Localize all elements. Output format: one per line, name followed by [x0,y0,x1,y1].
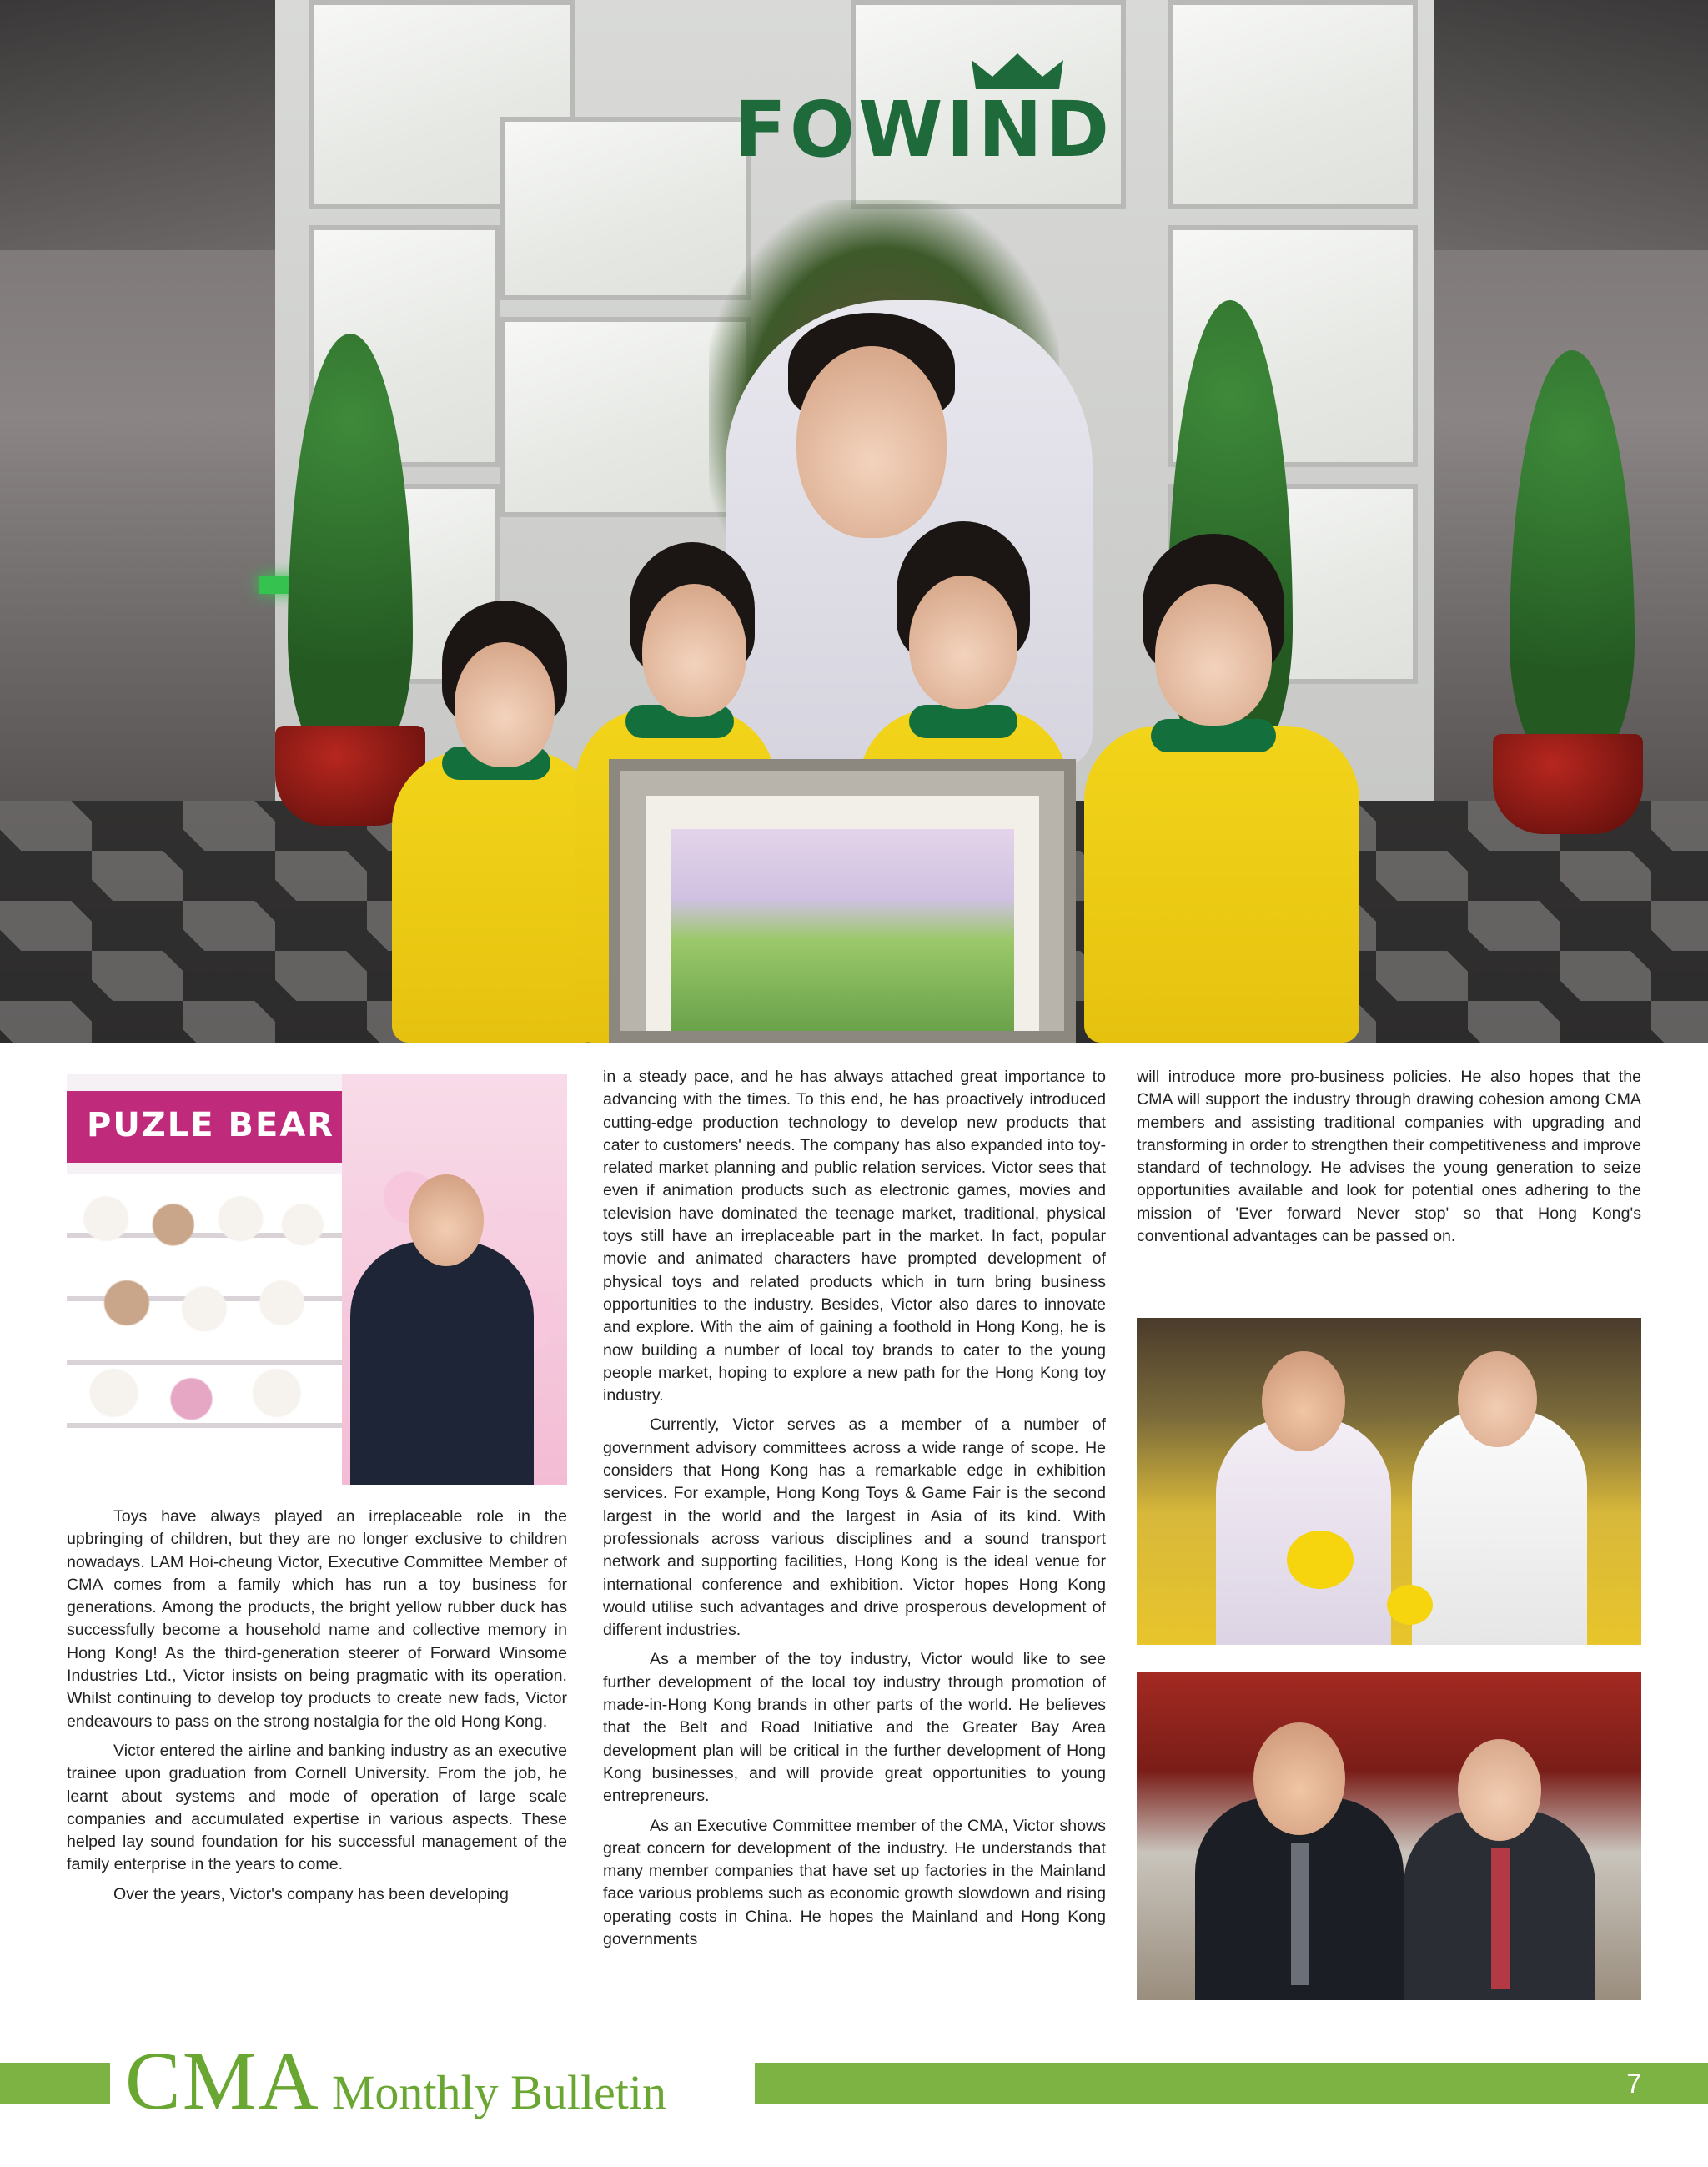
puzle-bear-banner-text: PUZLE BEAR [87,1106,335,1144]
tie-left [1291,1843,1309,1985]
planter-pot-right [1493,734,1643,834]
face-left [1253,1722,1345,1835]
ceiling-left [0,0,275,250]
fowind-logo [734,52,1134,174]
article-column-2 [603,1066,1106,1951]
rubber-duck-icon [1387,1585,1433,1625]
article-column-3 [1137,1066,1641,1248]
paragraph: in a steady pace, and he has always attached great importance to advancing with the times. To this end, he has proactively introduced cutting-edge production technology to develop new products that cater to customers' needs. The company has also expanded into toy-related market planning and public relation services. Victor sees that even if animation products such as electronic games, movies and television have dominated the teenage market, traditional, physical toys still have an irreplaceable part in the market. In fact, popular movie and animated characters have prompted development of physical toys and related products which in turn bring business opportunities to the industry. Besides, Victor also dares to innovate and explore. With the aim of gaining a foothold in Hong Kong, he is now building a number of local toy brands to cater to the young people market, hoping to explore a new path for the Hong Kong toy industry. [603,1068,1106,1405]
face-right [1458,1351,1537,1447]
paragraph: Over the years, Victor's company has been developing [113,1884,509,1903]
child-artwork [671,829,1014,1031]
page-number: 7 [1626,2069,1641,2099]
photo-legislative-chamber [1137,1672,1641,2000]
bulletin-brand [125,2035,666,2127]
paragraph: As a member of the toy industry, Victor would like to see further development of the local toy industry through promotion of made-in-Hong Kong brands in other parts of the world. He believes that the Belt and Road Initiative and the Greater Bay Area development plan will be critical in the further development of Hong Kong businesses, and will provide great opportunities to young entrepreneurs. [603,1650,1106,1806]
man-in-suit [350,1241,534,1485]
photo-rubber-duck-event [1137,1318,1641,1645]
brand-monthly-bulletin: Monthly Bulletin [331,2065,667,2119]
plush-bears [75,1183,334,1483]
hero-photo [0,0,1708,1043]
face-left [1262,1351,1345,1451]
footer [0,2035,1708,2135]
framed-drawing [609,759,1076,1043]
tie-right [1491,1848,1510,1989]
photo-puzle-bear-booth [67,1074,567,1485]
uniform-collar [909,705,1017,738]
girl-figure-1 [392,751,600,1043]
man-face [796,346,947,538]
girl-figure-4 [1084,726,1359,1043]
ceiling-right [1434,0,1708,250]
face-right [1458,1739,1541,1841]
footer-bar-left [0,2063,110,2104]
man-face [409,1174,484,1266]
girl-face [1155,584,1272,726]
rubber-duck-icon [1287,1531,1354,1589]
glass-panel [1168,0,1418,209]
puzle-bear-banner [67,1091,342,1163]
fowind-logo-text: FOWIND [734,85,1113,174]
man-left [1216,1418,1391,1645]
footer-bar-right [755,2063,1708,2104]
girl-face [909,576,1017,709]
paragraph: will introduce more pro-business policies. He also hopes that the CMA will support the industry through drawing cohesion among CMA members and assisting traditional companies with upgrading and transforming in order to strengthen their competitiveness and improve standard of technology. He advises the young generation to seize opportunities available and look for potential ones adhering to the mission of 'Ever forward Never stop' so that Hong Kong's conventional advantages can be passed on. [1137,1068,1641,1246]
girl-face [642,584,746,717]
article-column-1 [67,1506,567,1906]
paragraph: As an Executive Committee member of the CMA, Victor shows great concern for development of the industry. He understands that many member companies that have set up factories in the Mainland face various problems such as economic growth slowdown and rising operating costs in China. He hopes the Mainland and Hong Kong governments [603,1816,1106,1948]
paragraph: Toys have always played an irreplaceable role in the upbringing of children, but they are no longer exclusive to children nowadays. LAM Hoi-cheung Victor, Executive Committee Member of CMA comes from a family which has run a toy business for generations. Among the products, the bright yellow rubber duck has successfully become a household name and collective memory in Hong Kong! As the third-generation steerer of Forward Winsome Industries Ltd., Victor insists on being pragmatic with its operation. Whilst continuing to develop toy products to create new fads, Victor endeavours to pass on the strong nostalgia for the old Hong Kong. [67,1507,567,1731]
paragraph: Currently, Victor serves as a member of a number of government advisory committees across a wide range of scope. He considers that Hong Kong has a remarkable edge in exhibition services. For example, Hong Kong Toys & Game Fair is the second largest in the world and the largest in Asia of its kind. With professionals across various disciplines and a sound transport network and supporting facilities, Hong Kong is the ideal venue for international conference and exhibition. Victor hopes Hong Kong would utilise such advantages and drive prosperous development of different industries. [603,1415,1106,1640]
paragraph: Victor entered the airline and banking industry as an executive trainee upon graduation from Cornell University. From the job, he learnt about systems and mode of operation of large scale companies and accumulated expertise in various aspects. These helped lay sound foundation for his successful management of the family enterprise in the years to come. [67,1741,567,1874]
topiary-tree-right [1510,350,1635,767]
girl-face [455,642,555,767]
brand-cma: CMA [125,2034,320,2127]
